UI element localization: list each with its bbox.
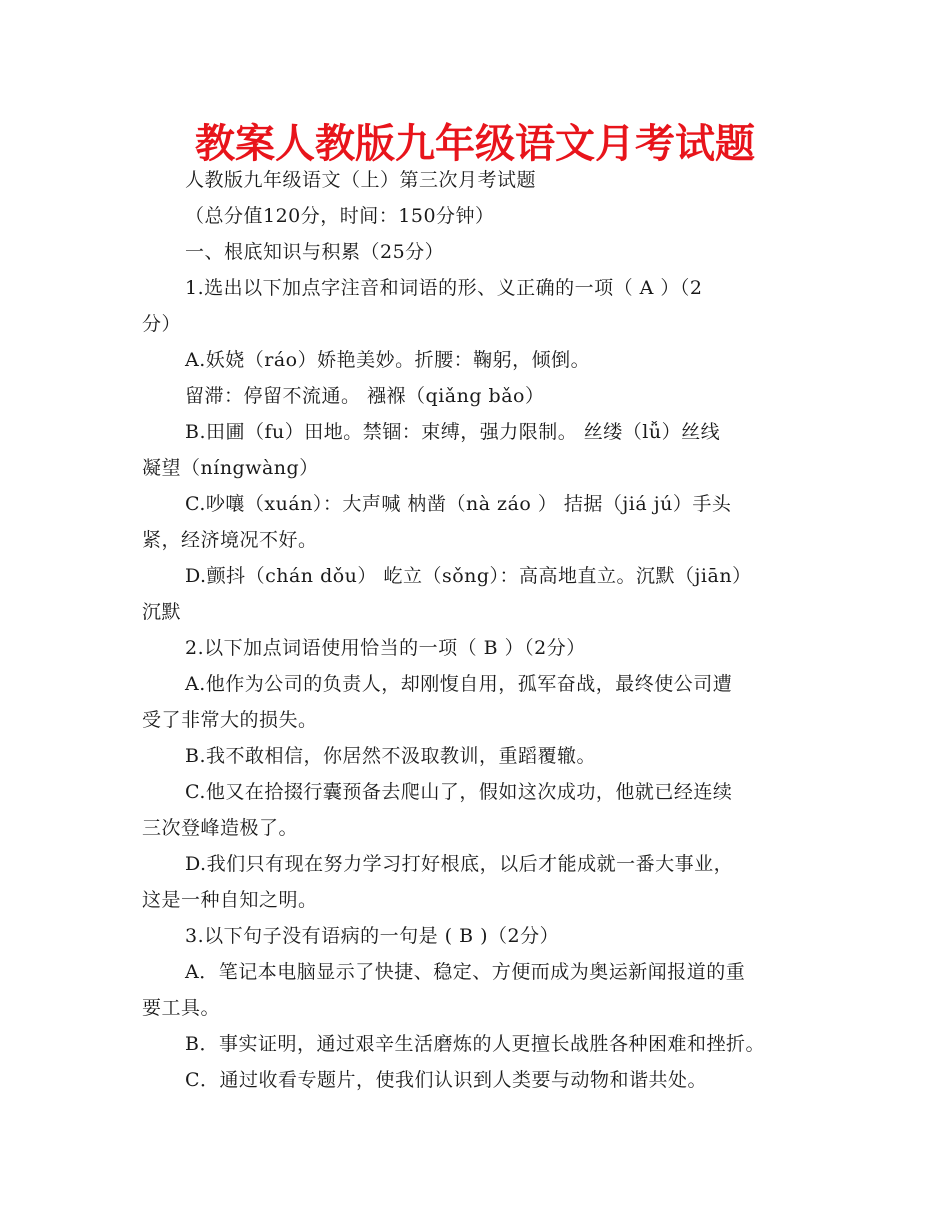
score-time-info: （总分值120分，时间：150分钟） (185, 205, 495, 227)
question-2-option-a: A.他作为公司的负责人，却刚愎自用，孤军奋战，最终使公司遭 (185, 673, 733, 695)
question-3-option-b: B．事实证明，通过艰辛生活磨炼的人更擅长战胜各种困难和挫折。 (185, 1033, 765, 1055)
question-3-option-a-cont: 要工具。 (142, 997, 221, 1019)
question-2-option-a-cont: 受了非常大的损失。 (142, 709, 318, 731)
question-2-stem: 2.以下加点词语使用恰当的一项（ B ）（2分） (185, 637, 586, 659)
question-1-option-b: B.田圃（fu）田地。禁锢：束缚，强力限制。 丝缕（lǚ）丝线 (185, 421, 721, 443)
document-title: 教案人教版九年级语文月考试题 (195, 121, 755, 167)
question-2-option-d: D.我们只有现在努力学习打好根底，以后才能成就一番大事业， (185, 853, 734, 875)
question-1-stem-cont: 分） (142, 313, 182, 335)
question-1-stem: 1.选出以下加点字注音和词语的形、义正确的一项（ A ）（2 (185, 277, 703, 299)
question-2-option-b: B.我不敢相信，你居然不汲取教训，重蹈覆辙。 (185, 745, 597, 767)
section-heading: 一、根底知识与积累（25分） (185, 241, 445, 263)
question-3-option-a: A．笔记本电脑显示了快捷、稳定、方便而成为奥运新闻报道的重 (185, 961, 746, 983)
question-1-option-c-cont: 紧，经济境况不好。 (142, 529, 318, 551)
question-2-option-d-cont: 这是一种自知之明。 (142, 889, 318, 911)
question-2-option-c: C.他又在拾掇行囊预备去爬山了，假如这次成功，他就已经连续 (185, 781, 733, 803)
document-body (142, 162, 814, 1098)
question-2-option-c-cont: 三次登峰造极了。 (142, 817, 299, 839)
question-1-option-d-cont: 沉默 (142, 601, 182, 623)
question-1-option-b-cont: 凝望（níngwàng） (142, 457, 319, 479)
question-3-option-c: C．通过收看专题片，使我们认识到人类要与动物和谐共处。 (185, 1069, 708, 1091)
question-1-option-a: A.妖娆（ráo）娇艳美妙。折腰：鞠躬，倾倒。 (185, 349, 591, 371)
question-1-option-c: C.吵嚷（xuán）：大声喊 枘凿（nà záo ） 拮据（jiá jú）手头 (185, 493, 732, 515)
exam-subtitle: 人教版九年级语文（上）第三次月考试题 (185, 169, 537, 191)
question-1-option-a-cont: 留滞：停留不流通。 襁褓（qiǎng bǎo） (185, 385, 545, 407)
question-1-option-d: D.颤抖（chán dǒu） 屹立（sǒng）：高高地直立。沉默（jiān） (185, 565, 752, 587)
question-3-stem: 3.以下句子没有语病的一句是 ( B )（2分） (185, 925, 560, 947)
